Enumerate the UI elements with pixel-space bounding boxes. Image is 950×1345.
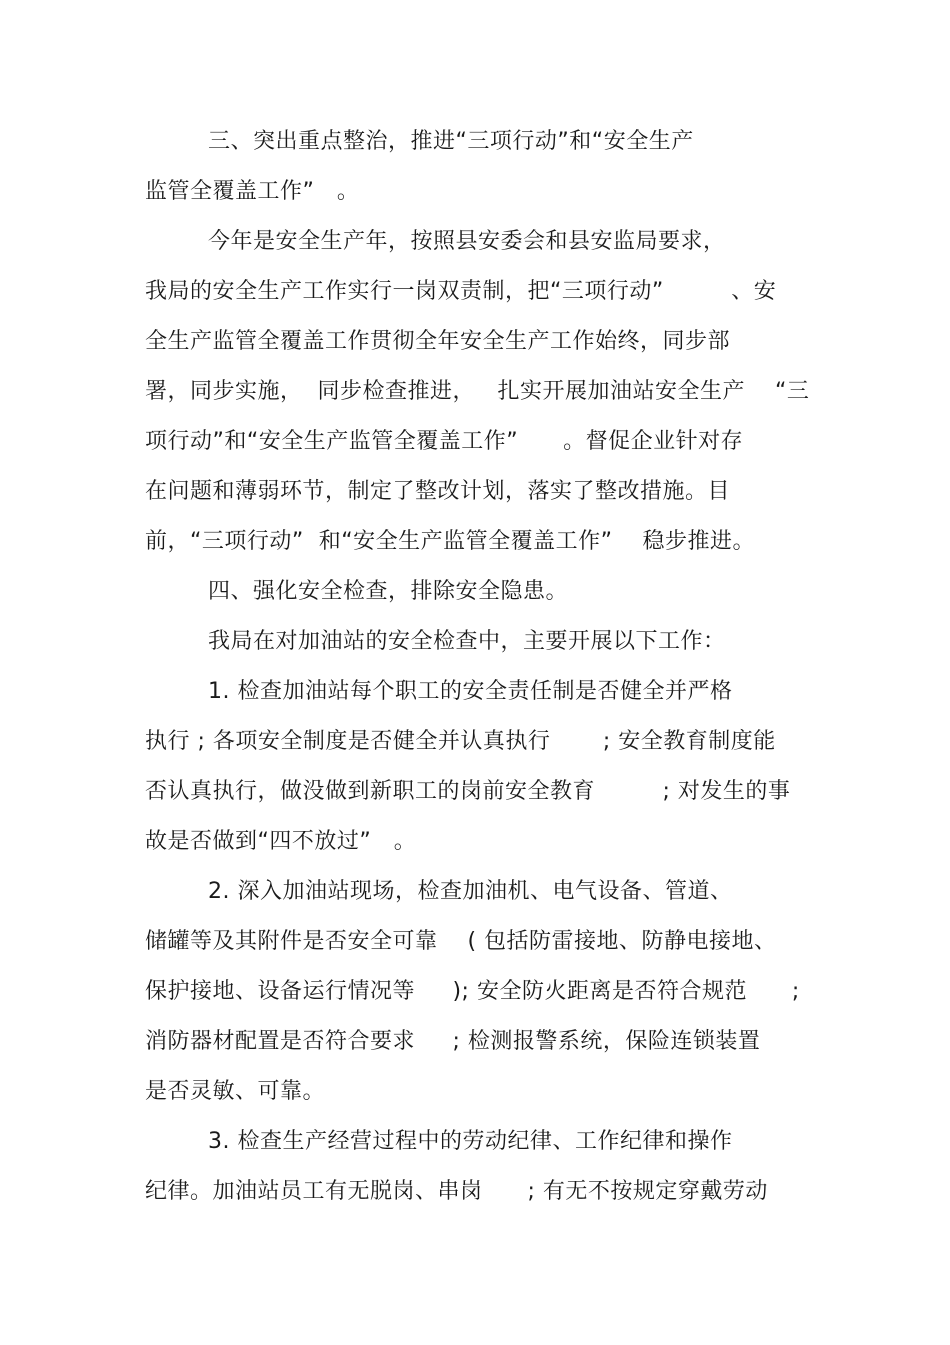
- text-line: 全生产监管全覆盖工作贯彻全年安全生产工作始终，同步部: [145, 329, 731, 354]
- text-line: 消防器材配置是否符合要求 ; 检测报警系统，保险连锁装置: [145, 1029, 761, 1054]
- paragraph-start: 今年是安全生产年，按照县安委会和县安监局要求，: [208, 229, 726, 254]
- list-item-2: 2. 深入加油站现场，检查加油机、电气设备、管道、: [208, 879, 733, 904]
- text-line: 执行 ; 各项安全制度是否健全并认真执行 ; 安全教育制度能: [145, 729, 776, 754]
- text-line: 保护接地、设备运行情况等 ); 安全防火距离是否符合规范 ;: [145, 979, 800, 1004]
- text-line: 署，同步实施， 同步检查推进， 扎实开展加油站安全生产 “三: [145, 379, 810, 404]
- section-heading-4: 四、强化安全检查，排除安全隐患。: [208, 579, 569, 604]
- text-line: 故是否做到“四不放过” 。: [145, 829, 417, 854]
- list-item-1: 1. 检查加油站每个职工的安全责任制是否健全并严格: [208, 679, 733, 704]
- text-line: 前，“三项行动” 和“安全生产监管全覆盖工作” 稳步推进。: [145, 529, 756, 554]
- text-line: 我局的安全生产工作实行一岗双责制，把“三项行动” 、安: [145, 279, 777, 304]
- text-line: 监管全覆盖工作” 。: [145, 179, 360, 204]
- text-line: 在问题和薄弱环节，制定了整改计划，落实了整改措施。目: [145, 479, 731, 504]
- section-heading-3: 三、突出重点整治，推进“三项行动”和“安全生产: [208, 129, 694, 154]
- text-line: 是否灵敏、可靠。: [145, 1079, 326, 1104]
- text-line: 项行动”和“安全生产监管全覆盖工作” 。督促企业针对存: [145, 429, 744, 454]
- text-line: 否认真执行，做没做到新职工的岗前安全教育 ; 对发生的事: [145, 779, 791, 804]
- text-line: 储罐等及其附件是否安全可靠 ( 包括防雷接地、防静电接地、: [145, 929, 777, 954]
- paragraph-start: 我局在对加油站的安全检查中，主要开展以下工作：: [208, 629, 726, 654]
- list-item-3: 3. 检查生产经营过程中的劳动纪律、工作纪律和操作: [208, 1129, 733, 1154]
- text-line: 纪律。加油站员工有无脱岗、串岗 ; 有无不按规定穿戴劳动: [145, 1179, 768, 1204]
